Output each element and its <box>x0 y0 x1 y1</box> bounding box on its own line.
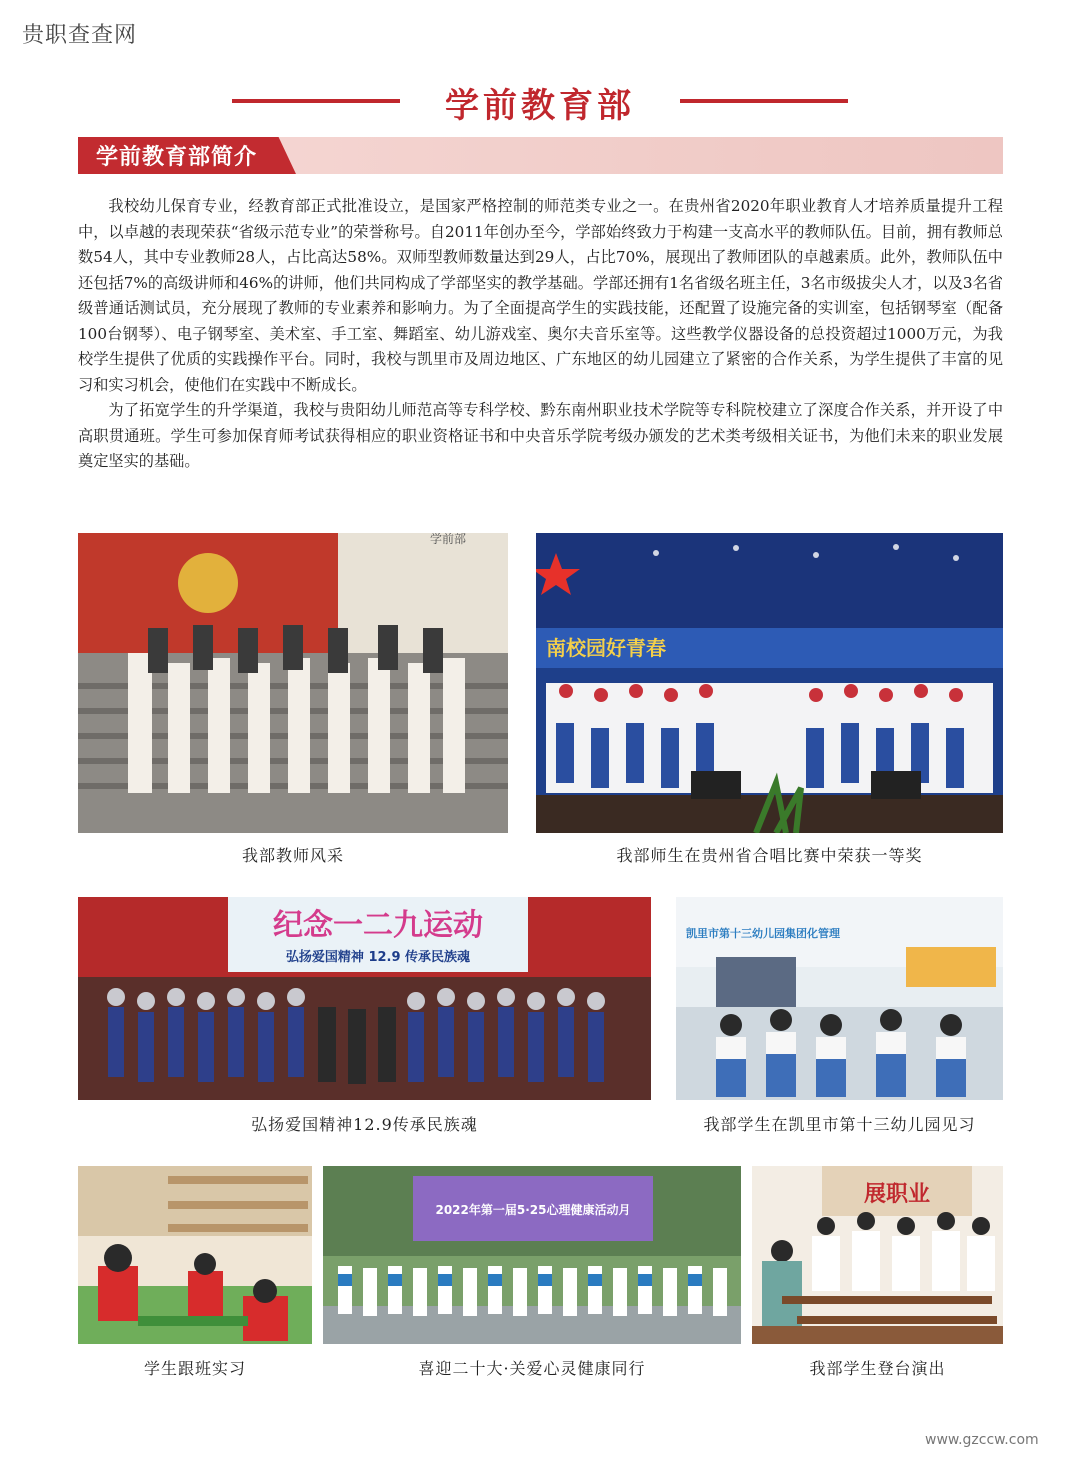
photo-mental-health-event <box>323 1166 741 1344</box>
site-watermark: 贵职查查网 <box>22 23 138 48</box>
caption-kindergarten: 我部学生在凯里市第十三幼儿园见习 <box>703 1115 976 1134</box>
p3-banner-sub: 弘扬爱国精神 12.9 传承民族魂 <box>285 950 471 965</box>
caption-teachers: 我部教师风采 <box>241 846 344 865</box>
caption-129: 弘扬爱国精神12.9传承民族魂 <box>251 1115 478 1134</box>
section-title: 学前教育部简介 <box>96 145 258 170</box>
title-divider-right <box>680 99 848 103</box>
caption-mental-health: 喜迎二十大·关爱心灵健康同行 <box>418 1359 646 1378</box>
photo-class-practice <box>78 1166 312 1344</box>
site-watermark-bottom: www.gzccw.com <box>925 1432 1039 1448</box>
p1-sign-text: 学前部 <box>430 533 467 546</box>
p6-banner-text: 2022年第一届5·25心理健康活动月 <box>435 1203 631 1217</box>
page-header <box>0 78 1080 126</box>
page-title: 学前教育部 <box>445 86 635 126</box>
p4-sign-text: 凯里市第十三幼儿园集团化管理 <box>686 927 840 940</box>
caption-class-practice: 学生跟班实习 <box>143 1359 246 1378</box>
intro-paragraph-2: 为了拓宽学生的升学渠道，我校与贵阳幼儿师范高等专科学校、黔东南州职业技术学院等专科院校建立了深度合作关系，并开设了中高职贯通班。学生可参加保育师考试获得相应的职业资格证书和中央音乐学院考级办颁发的艺术类考级相关证书，为他们未来的职业发展奠定坚实的基础。 <box>78 401 1003 470</box>
intro-paragraph-1: 我校幼儿保育专业，经教育部正式批准设立，是国家严格控制的师范类专业之一。在贵州省2020年职业教育人才培养质量提升工程中，以卓越的表现荣获“省级示范专业”的荣誉称号。自2011年创办至今，学部始终致力于构建一支高水平的教师队伍。目前，拥有教师总数54人，其中专业教师28人，占比高达58%。双师型教师数量达到29人，占比70%，展现出了教师团队的卓越素质。此外，教师队伍中还包括7%的高级讲师和46%的讲师，他们共同构成了学部坚实的教学基础。学部还拥有1名省级名班主任，3名市级拔尖人才，以及3名省级普通话测试员，充分展现了教师的专业素养和影响力。为了全面提高学生的实践技能，还配置了设施完备的实训室，包括钢琴室（配备100台钢琴）、电子钢琴室、美术室、手工室、舞蹈室、幼儿游戏室、奥尔夫音乐室等。这些教学仪器设备的总投资超过1000万元，为我校学生提供了优质的实践操作平台。同时，我校与凯里市及周边地区、广东地区的幼儿园建立了紧密的合作关系，为学生提供了丰富的见习和实习机会，使他们在实践中不断成长。 <box>78 197 1003 394</box>
p3-banner-main: 纪念一二九运动 <box>273 908 483 943</box>
photo-teachers-group <box>78 533 508 833</box>
photo-kindergarten-visit <box>676 897 1003 1100</box>
title-divider-left <box>232 99 400 103</box>
photo-choir-competition <box>536 533 1003 833</box>
p7-banner-text: 展职业 <box>863 1182 931 1207</box>
intro-text <box>78 194 1003 475</box>
caption-stage-performance: 我部学生登台演出 <box>809 1359 946 1378</box>
photo-stage-performance <box>752 1166 1003 1344</box>
caption-choir: 我部师生在贵州省合唱比赛中荣获一等奖 <box>616 846 923 865</box>
photo-129-event <box>78 897 651 1100</box>
p2-banner-text: 南校园好青春 <box>546 636 666 660</box>
